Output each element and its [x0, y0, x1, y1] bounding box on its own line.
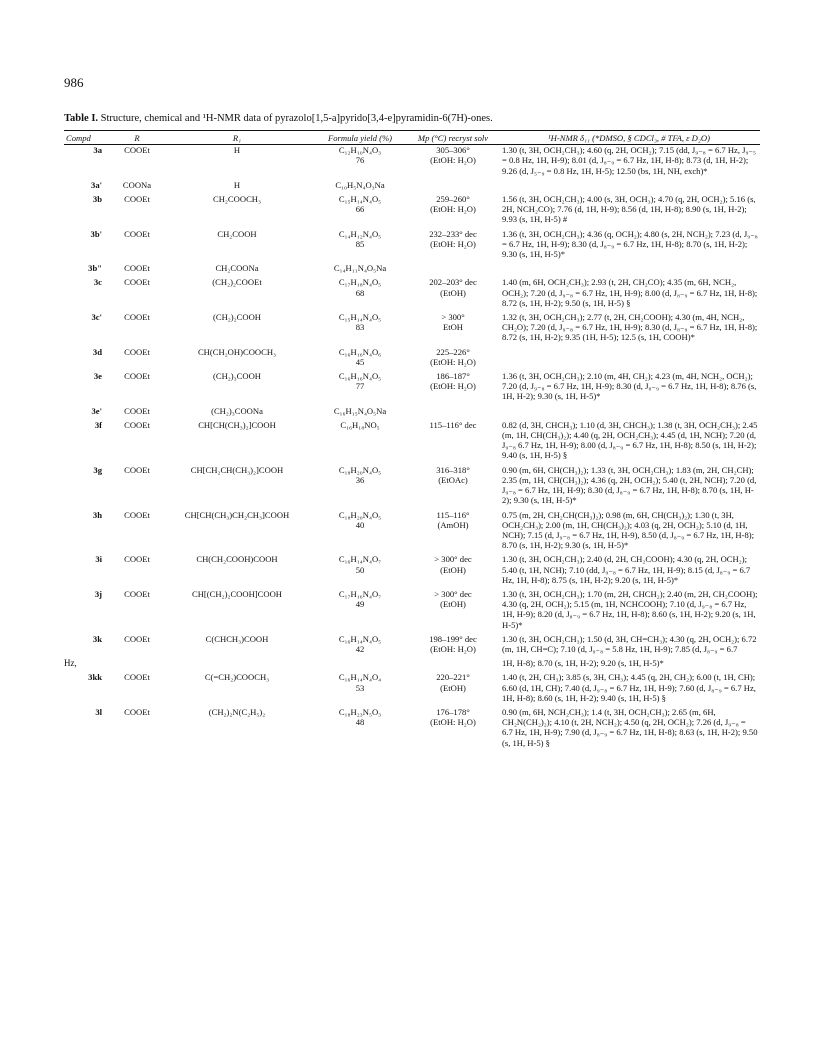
header-compd: Compd [64, 131, 112, 145]
solvent-text: (EtOH: H₂O) [430, 717, 476, 728]
cell-compd: 3j [94, 588, 102, 599]
cell-r: COOEt [124, 706, 150, 717]
formula-text: C₁₀H₅N₄O₃Na [335, 179, 385, 190]
cell-r1 [162, 654, 312, 668]
table-row [64, 461, 760, 506]
cell-nmr: 0.90 (m, 6H, NCH₂CH₃); 1.4 (t, 3H, OCH₂CH₃); 2.65 (m, 6H, CH₂N(CH₂)₂); 4.10 (t, 2H, NCH₂); 4.50 (q, 2H, OCH₂); 7.26 (d, J₉₋₈ = 6.7 Hz, 1H, H-9); 7.90 (d, J₈₋₉ = 6.7 Hz, 1H, H-8); 8.63 (s, 1H, H-2); 9.50 (s, 1H, H-5) § [502, 706, 758, 748]
table-row [64, 145, 760, 176]
header-r1: R₁ [162, 131, 312, 145]
formula-text: C₁₅H₁₄N₄O₅ [338, 194, 382, 205]
cell-r: COOEt [124, 312, 150, 323]
cell-formula [312, 402, 408, 416]
table-title: Structure, chemical and ¹H-NMR data of pyrazolo[1,5-a]pyrido[3,4-e]pyramidin-6(7H)-ones. [100, 113, 493, 124]
cell-compd: 3b' [90, 228, 102, 239]
cell-compd: 3a' [91, 179, 102, 190]
cell-r1: H [233, 145, 241, 156]
yield-text: 76 [355, 155, 365, 166]
header-formula: Formula yield (%) [312, 131, 408, 145]
cell-r: COOEt [124, 464, 150, 475]
cell-mp [408, 654, 498, 668]
data-table-container [64, 130, 760, 748]
table-row [64, 308, 760, 343]
yield-text: 68 [355, 287, 365, 298]
header-nmr: ¹H-NMR δ₁₁ (*DMSO, § CDCl₃, # TFA, ε D₂O) [498, 131, 760, 145]
cell-r1: (CH₂)₃COOH [212, 371, 261, 382]
yield-text: 53 [355, 682, 365, 693]
cell-r: COOEt [124, 419, 150, 430]
cell-r1: (CH₂)₂COOH [212, 312, 261, 323]
solvent-text: EtOH [442, 322, 464, 333]
mp-text: 176–178° [436, 706, 470, 717]
header-mp: Mp (°C) recryst solv [408, 131, 498, 145]
cell-compd: 3b [92, 194, 102, 205]
cell-r: COOEt [124, 588, 150, 599]
cell-formula [312, 654, 408, 668]
table-row [64, 259, 760, 273]
cell-compd: 3i [95, 554, 102, 565]
solvent-text: (EtOH: H₂O) [430, 356, 476, 367]
cell-nmr: 1.36 (t, 3H, OCH₂CH₃); 4.36 (q, OCH₂); 4.80 (s, 2H, NCH₂); 7.23 (d, J₉₋₈ = 6.7 Hz, 1H, H-9); 8.30 (d, J₈₋₉ = 6.7 Hz, 1H, H-8); 8.70 (s, 1H, H-2); 9.30 (s, 1H, H-5)* [502, 228, 758, 260]
formula-text: C₁₇H₁₈N₄O₅ [338, 277, 382, 288]
cell-mp [408, 367, 498, 402]
cell-formula [312, 506, 408, 551]
table-row [64, 654, 760, 668]
table-row [64, 225, 760, 260]
table-row [64, 630, 760, 654]
solvent-text: (EtOH) [440, 564, 466, 575]
table-row [64, 367, 760, 402]
mp-text: 220–221° [436, 672, 470, 683]
cell-nmr: 1.30 (t, 3H, OCH₂CH₃); 2.40 (d, 2H, CH₂COOH); 4.30 (q, 2H, OCH₂); 5.40 (t, 1H, NCH); 7.10 (dd, J₉₋₈ = 6.7 Hz, 1H, H-9); 8.15 (d, J₈₋₉ = 6.7 Hz, 1H, H-8); 8.75 (s, 1H, H-2); 9.20 (s, 1H, H-5)* [502, 554, 751, 585]
solvent-text: (AmOH) [437, 519, 469, 530]
solvent-text: (EtOH: H₂O) [430, 238, 476, 249]
solvent-text: (EtOH: H₂O) [430, 643, 476, 654]
cell-r1: CH[CH₂CH(CH₃)₂]COOH [190, 464, 284, 475]
cell-r: COOEt [124, 145, 150, 156]
formula-text: C₁₆H₁₄N₄O₇ [338, 554, 382, 565]
cell-r1: CH(CH₂COOH)COOH [196, 554, 278, 565]
solvent-text: (EtOH) [440, 682, 466, 693]
cell-nmr [498, 176, 760, 190]
yield-text: 85 [355, 238, 365, 249]
cell-r: COOEt [124, 371, 150, 382]
formula-text: C₁₂H₁₀N₄O₃ [338, 145, 382, 156]
cell-formula [312, 703, 408, 748]
cell-compd: 3f [94, 419, 102, 430]
formula-text: C₁₆H₁₅N₄O₅Na [333, 405, 387, 416]
yield-text: 42 [355, 643, 365, 654]
cell-formula [312, 176, 408, 190]
cell-nmr: 0.90 (m, 6H, CH(CH₃)₂); 1.33 (t, 3H, OCH₂CH₃); 1.83 (m, 2H, CH₂CH); 2.35 (m, 1H, CH(CH₃)₂); 4.36 (q, 2H, OCH₂); 5.40 (t, 2H, NCH); 7.20 (d, J₉₋₈ = 6.7 Hz, 1H, H-9); 8.30 (d, J₈₋₉ = 6.7 Hz, 1H, H-8); 8.70 (s, 1H, H-2); 9.30 (s, 1H, H-5)* [502, 464, 757, 506]
cell-nmr [498, 343, 760, 367]
table-label: Table I. [64, 113, 99, 124]
cell-compd: 3l [95, 706, 102, 717]
formula-text: C₁₈H₂₀N₄O₅ [338, 464, 382, 475]
cell-nmr: 1.32 (t, 3H, OCH₂CH₃); 2.77 (t, 2H, CH₂COOH); 4.30 (m, 4H, NCH₂, CH₂O); 7.20 (d, J₉₋₈ = 6.7 Hz, 1H, H-9); 8.30 (d, J₈₋₉ = 6.7 Hz, 1H, H-8); 8.72 (s, 1H, H-2); 9.35 (1H, H-5); 12.5 (s, 1H, COOH)* [502, 312, 758, 343]
cell-mp [408, 259, 498, 273]
mp-text: > 300° dec [434, 554, 472, 565]
table-row [64, 343, 760, 367]
table-row [64, 416, 760, 461]
cell-r: COOEt [124, 405, 150, 416]
solvent-text: (EtOH) [440, 599, 466, 610]
mp-text: 225–226° [436, 346, 470, 357]
cell-r1: (CH₂)₂N(C₂H₅)₂ [208, 706, 266, 717]
cell-r: COONa [122, 179, 152, 190]
mp-text: > 300° dec [434, 588, 472, 599]
formula-text: C₁₆H₁₈NO₅ [340, 419, 380, 430]
cell-formula [312, 630, 408, 654]
table-header-row [64, 131, 760, 145]
mp-text: 305–306° [436, 145, 470, 156]
cell-nmr: 0.82 (d, 3H, CHCH₃); 1.10 (d, 3H, CHCH₃); 1.38 (t, 3H, OCH₂CH₃); 2.45 (m, 1H, CH(CH₃)₂); 4.40 (q, 2H, OCH₂CH₃); 4.45 (d, 1H, NCH); 7.20 (d, J₉₋₈ 6.7 Hz, 1H, H-9); 8.00 (d, J₈₋₉ = 6.7 Hz, 1H, H-8); 8.50 (s, 1H, H-2); 9.40 (s, 1H, H-5) § [502, 419, 758, 461]
cell-r [112, 654, 162, 668]
mp-text: 198–199° dec [429, 633, 477, 644]
cell-compd: 3c' [91, 312, 102, 323]
cell-formula [312, 190, 408, 225]
cell-compd: 3e [93, 371, 102, 382]
cell-mp [408, 461, 498, 506]
table-row [64, 273, 760, 308]
formula-text: C₁₈H₂₀N₄O₅ [338, 509, 382, 520]
cell-nmr: 1H, H-8); 8.70 (s, 1H, H-2); 9.20 (s, 1H, H-5)* [502, 658, 664, 669]
yield-text: 48 [355, 717, 365, 728]
table-caption [64, 113, 764, 124]
table-row [64, 703, 760, 748]
cell-nmr: 1.36 (t, 3H, OCH₂CH₃); 2.10 (m, 4H, CH₂); 4.23 (m, 4H, NCH₂, OCH₂); 7.20 (d, J₉₋₈ = 6.7 Hz, 1H, H-9); 8.30 (d, J₈₋₉ = 6.7 Hz, 1H, H-8); 8.76 (s, 1H, H-2); 9.30 (s, 1H, H-5)* [502, 371, 757, 402]
formula-text: C₁₄H₁₁N₄O₅Na [333, 263, 387, 274]
cell-mp [408, 585, 498, 630]
cell-nmr: 1.40 (t, 2H, CH₃); 3.85 (s, 3H, CH₃); 4.45 (q, 2H, CH₂); 6.00 (t, 1H, CH); 6.60 (d, 1H, CH); 7.40 (d, J₉₋₈ = 6.7 Hz, 1H, H-9); 7.60 (d, J₈₋₉ = 6.7 Hz, 1H, H-8); 8.60 (s, 1H, H-2); 9.40 (s, 1H, H-5) § [502, 672, 756, 703]
cell-formula [312, 273, 408, 308]
cell-formula [312, 145, 408, 176]
mp-text: 316–318° [436, 464, 470, 475]
cell-formula [312, 585, 408, 630]
cell-r: COOEt [124, 509, 150, 520]
mp-text: 115–116° [436, 509, 470, 520]
cell-nmr [498, 259, 760, 273]
cell-formula [312, 461, 408, 506]
formula-text: C₁₆H₁₆N₄O₅ [338, 371, 382, 382]
cell-nmr: 1.56 (t, 3H, OCH₂CH₃); 4.00 (s, 3H, OCH₃); 4.70 (q, 2H, OCH₂); 5.16 (s, 2H, NCH₂CO); 7.76 (d, 1H, H-9); 8.56 (d, 1H, H-8); 8.90 (s, 1H, H-2); 9.93 (s, 1H, H-5) # [502, 194, 756, 225]
yield-text: 45 [355, 356, 365, 367]
solvent-text: (EtOH: H₂O) [430, 381, 476, 392]
cell-mp [408, 190, 498, 225]
cell-nmr: 0.75 (m, 2H, CH₂CH(CH₃)₂); 0.98 (m, 6H, CH(CH₃)₂); 1.30 (t, 3H, OCH₂CH₃); 2.00 (m, 1H, CH(CH₃)₂); 4.03 (q, 2H, OCH₂); 5.10 (d, 1H, NCH); 7.15 (d, J₉₋₈ = 6.7 Hz, 1H, H-9), 8.50 (d, J₈₋₉ = 6.7 Hz, 1H, H-8); 8.70 (s, 1H, H-2); 9.30 (s, 1H, H-5)* [502, 509, 755, 551]
cell-nmr: 1.30 (t, 3H, OCH₂CH₃); 1.70 (m, 2H, CHCH₂); 2.40 (m, 2H, CH₂COOH); 4.30 (q, 2H, OCH₂); 5.15 (m, 1H, NCHCOOH); 7.10 (d, J₉₋₈ = 6.7 Hz, 1H, H-9); 8.20 (d, J₈₋₉ = 6.7 Hz, 1H, H-8); 8.60 (s, 1H, H-2); 9.20 (s, 1H, H-5)* [502, 588, 758, 630]
cell-r: COOEt [124, 263, 150, 274]
solvent-text: (EtOH: H₂O) [430, 155, 476, 166]
table-row [64, 402, 760, 416]
yield-text: 49 [355, 599, 365, 610]
mp-text: 115–116° dec [429, 419, 477, 430]
cell-r: COOEt [124, 228, 150, 239]
cell-formula [312, 550, 408, 585]
table-row [64, 668, 760, 703]
formula-text: C₁₅H₁₄N₄O₅ [338, 312, 382, 323]
cell-mp [408, 308, 498, 343]
table-body [64, 145, 760, 748]
mp-text: 259–260° [436, 194, 470, 205]
cell-compd: 3c [93, 277, 102, 288]
cell-r1: CH₂COONa [215, 263, 259, 274]
table-row [64, 190, 760, 225]
cell-r1: CH[CH(CH₃)CH₂CH₃]COOH [184, 509, 290, 520]
cell-formula [312, 259, 408, 273]
cell-formula [312, 308, 408, 343]
mp-text: > 300° [441, 312, 465, 323]
cell-nmr: 1.40 (m, 6H, OCH₂CH₃); 2.93 (t, 2H, CH₂CO); 4.35 (m, 6H, NCH₂, OCH₂); 7.20 (d, J₉₋₈ = 6.7 Hz, 1H, H-9); 8.00 (d, J₈₋₉ = 6.7 Hz, 1H, H-8); 8.72 (s, 1H, H-2); 9.50 (s, 1H, H-5) § [502, 277, 758, 308]
header-r: R [112, 131, 162, 145]
cell-r1: CH[CH(CH₃)₂]COOH [198, 419, 276, 430]
cell-r1: CH₂COOCH₃ [212, 194, 261, 205]
formula-text: C₁₄H₁₂N₄O₅ [338, 228, 382, 239]
cell-formula [312, 668, 408, 703]
yield-text: 77 [355, 381, 365, 392]
cell-formula [312, 416, 408, 461]
cell-compd: 3a [93, 145, 102, 156]
cell-compd: 3g [93, 464, 102, 475]
cell-formula [312, 367, 408, 402]
table-row [64, 585, 760, 630]
solvent-text: (EtOH) [440, 287, 466, 298]
yield-text: 66 [355, 204, 365, 215]
formula-text: C₁₇H₁₆N₄O₇ [338, 588, 382, 599]
mp-text: 202–203° dec [429, 277, 477, 288]
cell-compd: 3h [92, 509, 102, 520]
cell-r: COOEt [124, 633, 150, 644]
table-row [64, 176, 760, 190]
cell-mp [408, 145, 498, 176]
cell-nmr: 1.30 (t, 3H, OCH₂CH₃); 1.50 (d, 3H, CH=CH₃); 4.30 (q, 2H, OCH₂); 6.72 (m, 1H, CH=C); 7.10 (d, J₉₋₈ = 5.8 Hz, 1H, H-9); 7.85 (d, J₈₋₉ = 6.7 [502, 633, 757, 654]
page-number: 986 [64, 75, 84, 90]
cell-mp [408, 273, 498, 308]
cell-nmr: 1.30 (t, 3H, OCH₂CH₃); 4.60 (q, 2H, OCH₂); 7.15 (dd, J₉₋₈ = 6.7 Hz, J₉₋₅ = 0.8 Hz, 1H, H-9); 8.01 (d, J₈₋₉ = 6.7 Hz, 1H, H-8); 8.73 (d, 1H, H-2); 9.26 (d, J₅₋₉ = 0.8 Hz, 1H, H-5); 12.50 (bs, 1H, NH, exch)* [502, 145, 757, 176]
solvent-text: (EtOH: H₂O) [430, 204, 476, 215]
cell-compd: 3kk [88, 672, 102, 683]
cell-r1: C(=CH₂)COOCH₃ [204, 672, 270, 683]
cell-mp [408, 176, 498, 190]
cell-mp [408, 703, 498, 748]
table-row [64, 506, 760, 551]
formula-text: C₁₆H₁₆N₄O₆ [338, 346, 382, 357]
cell-r: COOEt [124, 194, 150, 205]
cell-mp [408, 402, 498, 416]
compound-table [64, 130, 760, 748]
cell-r1: (CH₂)₃COONa [211, 405, 263, 416]
cell-nmr [498, 402, 760, 416]
cell-mp [408, 225, 498, 260]
cell-compd: 3k [92, 633, 102, 644]
yield-text: 36 [355, 474, 365, 485]
cell-r: COOEt [124, 672, 150, 683]
cell-mp [408, 416, 498, 461]
cell-mp [408, 506, 498, 551]
cell-mp [408, 550, 498, 585]
cell-r: COOEt [124, 346, 150, 357]
cell-mp [408, 630, 498, 654]
cell-mp [408, 343, 498, 367]
mp-text: 232–233° dec [429, 228, 477, 239]
cell-stray-text: Hz, [64, 658, 77, 669]
cell-r1: (CH₂)₂COOEt [212, 277, 262, 288]
yield-text: 83 [355, 322, 365, 333]
cell-mp [408, 668, 498, 703]
cell-r: COOEt [124, 554, 150, 565]
solvent-text: (EtOAc) [438, 474, 468, 485]
cell-formula [312, 225, 408, 260]
cell-r1: C(CHCH₃)COOH [205, 633, 269, 644]
cell-compd: 3b" [88, 263, 102, 274]
cell-r1: CH(CH₂OH)COOCH₃ [197, 346, 277, 357]
cell-r1: CH₂COOH [217, 228, 257, 239]
formula-text: C₁₈H₂₃N₅O₃ [338, 706, 382, 717]
cell-compd: 3e' [91, 405, 102, 416]
yield-text: 40 [355, 519, 365, 530]
table-row [64, 550, 760, 585]
formula-text: C₁₆H₁₄N₄O₅ [338, 633, 382, 644]
cell-r: COOEt [124, 277, 150, 288]
cell-compd: 3d [92, 346, 102, 357]
cell-r1: H [233, 179, 241, 190]
formula-text: C₁₆H₁₄N₄O₄ [338, 672, 382, 683]
cell-r1: CH[(CH₂)₂COOH]COOH [191, 588, 283, 599]
mp-text: 186–187° [436, 371, 470, 382]
cell-formula [312, 343, 408, 367]
yield-text: 50 [355, 564, 365, 575]
